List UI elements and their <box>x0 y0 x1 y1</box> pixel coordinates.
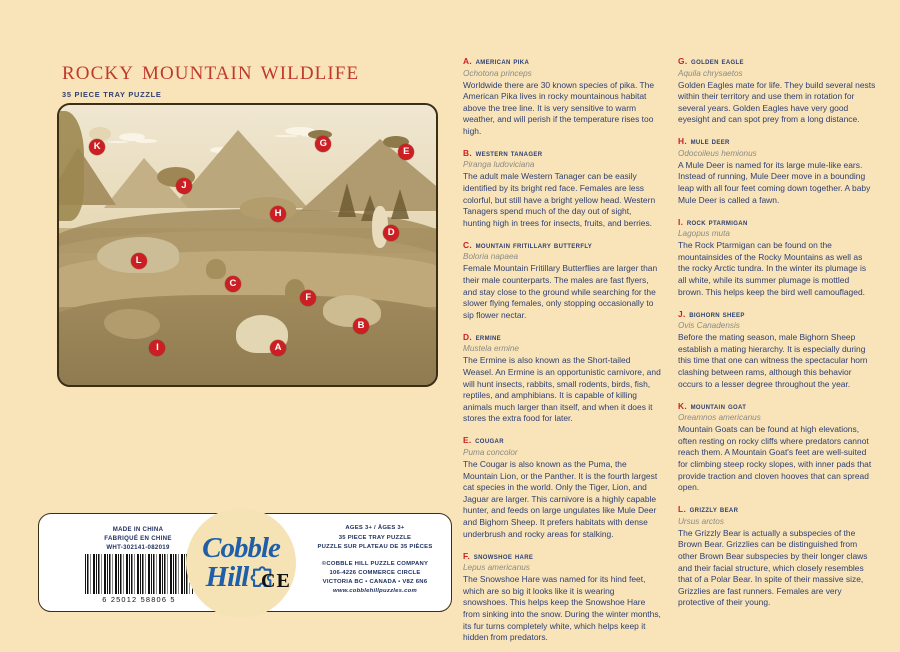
species-scientific-name: Ovis Canadensis <box>678 321 740 331</box>
logo-word-cobble: Cobble <box>202 531 280 564</box>
species-scientific-name: Aquila chrysaetos <box>678 68 743 78</box>
species-name: ermine <box>475 331 502 342</box>
species-scientific-name: Lepus americanus <box>463 563 530 573</box>
marker-e[interactable]: E <box>398 144 414 160</box>
species-letter: K. <box>678 400 688 411</box>
marker-d[interactable]: D <box>383 225 399 241</box>
species-entry-f <box>463 551 661 644</box>
pieces-en-label: 35 PIECE TRAY PUZZLE <box>338 534 412 541</box>
marker-j[interactable]: J <box>176 178 192 194</box>
marker-b[interactable]: B <box>353 318 369 334</box>
species-name: golden eagle <box>691 56 744 66</box>
species-name: western tanager <box>475 147 543 158</box>
species-description: Before the mating season, male Bighorn Sheep establish a mating hierarchy. It is especially during this time that one can witness the spectacular horn clashing between rams, although this behavior occurs to a lesser degree throughout the year. <box>678 332 868 389</box>
species-description: A Mule Deer is named for its large mule-like ears. Instead of running, Mule Deer move in a bounding leap with all four feet coming down together. A baby Mule Deer is called a fawn. <box>678 159 871 205</box>
species-entry-e <box>463 435 661 540</box>
species-letter: F. <box>463 550 471 561</box>
species-description: Female Mountain Fritillary Butterflies are larger than their male counterparts. The males are fast flyers, and stay close to the ground while searching for the slower flying females, only stopping occasionally to sip flower nectar. <box>463 263 658 320</box>
species-scientific-name: Piranga ludoviciana <box>463 160 535 170</box>
species-scientific-name: Puma concolor <box>463 447 518 457</box>
logo-word-hill: Hill <box>205 560 249 593</box>
species-scientific-name: Ochotona princeps <box>463 68 532 78</box>
marker-k[interactable]: K <box>89 139 105 155</box>
marker-a[interactable]: A <box>270 340 286 356</box>
species-entry-c <box>463 240 661 321</box>
species-letter: I. <box>678 216 684 227</box>
page-subtitle: 35 PIECE TRAY PUZZLE <box>62 90 162 99</box>
species-letter: E. <box>463 435 472 446</box>
species-name: grizzly bear <box>689 504 739 515</box>
species-entry-d <box>463 332 661 425</box>
species-heading <box>678 504 876 515</box>
species-scientific-name: Odocoileus hemionus <box>678 148 757 158</box>
species-heading <box>678 136 876 147</box>
company-name: ©COBBLE HILL PUZZLE COMPANY <box>321 561 429 568</box>
marker-f[interactable]: F <box>300 290 316 306</box>
species-letter: G. <box>678 56 688 66</box>
species-scientific-name: Mustela ermine <box>463 344 519 354</box>
species-heading <box>463 240 661 251</box>
species-column-left <box>463 56 661 652</box>
species-name: snowshoe hare <box>473 550 534 561</box>
species-heading <box>678 309 876 320</box>
cobble-hill-logo[interactable] <box>186 508 296 618</box>
species-heading <box>678 217 876 228</box>
species-name: rock ptarmigan <box>686 216 748 227</box>
species-name: american pika <box>475 56 530 66</box>
species-description: Golden Eagles mate for life. They build several nests within their territory and use them in rotation for several years. Golden Eagles have very good eyesight and can spot prey from a long distance. <box>678 79 876 125</box>
species-name: mountain goat <box>690 400 747 411</box>
made-in-line2: FABRIQUÉ EN CHINE <box>104 535 172 543</box>
species-scientific-name: Ursus arctos <box>678 516 724 526</box>
title-block <box>62 54 359 99</box>
species-name: mule deer <box>690 136 730 147</box>
species-description: The Rock Ptarmigan can be found on the mountainsides of the Rocky Mountains as well as the rocky Arctic tundra. In the winter its plumage is all white, while its summer plumage is mottled brown. This helps keep the bird well camouflaged. <box>678 240 867 297</box>
barcode-digits: 6 25012 58806 5 <box>102 595 176 604</box>
species-letter: C. <box>463 239 473 250</box>
species-letter: D. <box>463 331 473 342</box>
ce-mark-icon: CE <box>261 570 291 592</box>
species-scientific-name: Oreamnos americanus <box>678 413 761 423</box>
species-entry-a <box>463 56 661 137</box>
species-scientific-name: Lagopus muta <box>678 229 730 239</box>
species-letter: H. <box>678 136 688 147</box>
marker-h[interactable]: H <box>270 206 286 222</box>
company-website[interactable]: www.cobblehillpuzzles.com <box>333 587 417 594</box>
page-title: rocky mountain wildlife <box>62 54 360 85</box>
marker-i[interactable]: I <box>149 340 165 356</box>
species-heading <box>463 551 661 562</box>
wildlife-illustration <box>57 103 438 387</box>
species-entry-g <box>678 56 876 126</box>
ages-label: AGES 3+ / ÂGES 3+ <box>345 525 405 531</box>
species-name: cougar <box>475 435 504 446</box>
marker-g[interactable]: G <box>315 136 331 152</box>
western-tanager-shape <box>323 295 381 327</box>
conifer-tree <box>338 183 356 217</box>
mountain-peak <box>172 127 308 208</box>
species-name: bighorn sheep <box>689 308 745 319</box>
fritillary-butterfly-shape <box>206 259 226 279</box>
company-address-2: VICTORIA BC • CANADA • V8Z 6N6 <box>322 578 428 585</box>
pieces-fr-label: PUZZLE SUR PLATEAU DE 35 PIÈCES <box>317 543 433 550</box>
species-heading <box>463 56 661 67</box>
species-letter: L. <box>678 504 687 515</box>
species-description: The Ermine is also known as the Short-tailed Weasel. An Ermine is an opportunistic carnivore, and will hunt insects, rabbits, small rodents, birds, fish, reptiles, and amphibians. It is capable of killing animals much larger than itself, and when it does it stores the extra food for later. <box>463 355 661 424</box>
species-entry-b <box>463 148 661 229</box>
made-in-line1: MADE IN CHINA <box>112 526 164 533</box>
company-address-1: 106-4226 COMMERCE CIRCLE <box>329 570 421 577</box>
species-description: The Cougar is also known as the Puma, the Mountain Lion, or the Panther. It is the fourth largest cat species in the world. Only the Tiger, Lion, and Jaguar are larger. This carnivore is a highly capable hunter, and feeds on large ungulates like Mule Deer and Bighorn Sheep. It prefers habitats with dense underbrush and rocky areas for stalking. <box>463 458 658 539</box>
species-entry-l <box>678 504 876 609</box>
species-description: The adult male Western Tanager can be easily identified by its bright red face. Females are less colorful, but still have a bright yellow head. Western Tanagers spend much of the day out of sight, hunting high in trees for insects, fruits, and berries. <box>463 171 656 228</box>
species-heading <box>678 401 876 412</box>
species-heading <box>463 332 661 343</box>
species-letter: A. <box>463 56 473 66</box>
species-heading <box>463 435 661 446</box>
species-description: Worldwide there are 30 known species of pika. The American Pika lives in rocky mountainous habitat above the tree line. It is very sensitive to warm weather, and will perish if the temperature rises too high. <box>463 79 655 136</box>
species-entry-h <box>678 136 876 206</box>
species-letter: J. <box>678 308 686 319</box>
mule-deer-shape <box>240 197 296 219</box>
species-description: The Grizzly Bear is actually a subspecies of the Brown Bear. Grizzlies can be distinguished from other Brown Bear subspecies by their longer claws and their facial structure, which closely resembles that of a Polar Bear. In spite of their massive size, Grizzlies are fast runners. Females are very protective of their young. <box>678 527 868 608</box>
barcode-icon <box>85 554 193 594</box>
species-heading <box>678 56 876 67</box>
species-name: mountain fritillary butterfly <box>475 239 593 250</box>
species-entry-k <box>678 401 876 494</box>
species-entry-i <box>678 217 876 298</box>
marker-l[interactable]: L <box>131 253 147 269</box>
product-info-block <box>301 524 449 596</box>
marker-c[interactable]: C <box>225 276 241 292</box>
conifer-tree <box>391 189 409 219</box>
species-scientific-name: Boloria napaea <box>463 252 519 262</box>
species-column-right <box>678 56 876 619</box>
species-entry-j <box>678 309 876 390</box>
product-label <box>38 513 452 612</box>
species-description: The Snowshoe Hare was named for its hind feet, which are so big it looks like it is wearing snowshoes. This helps keep the Snowshoe Hare from sinking into the snow. During the winter months, its fur turns completely white, which helps keep it hidden from predators. <box>463 574 661 643</box>
species-letter: B. <box>463 147 473 158</box>
species-description: Mountain Goats can be found at high elevations, often resting on rocky cliffs where predators cannot reach them. A Mountain Goat's feet are well-suited for climbing steep rocky slopes, with inner pads that provide traction and cloven hooves that can spread open. <box>678 424 872 493</box>
made-in-line3: WHT-302141-082019 <box>106 544 170 552</box>
species-heading <box>463 148 661 159</box>
